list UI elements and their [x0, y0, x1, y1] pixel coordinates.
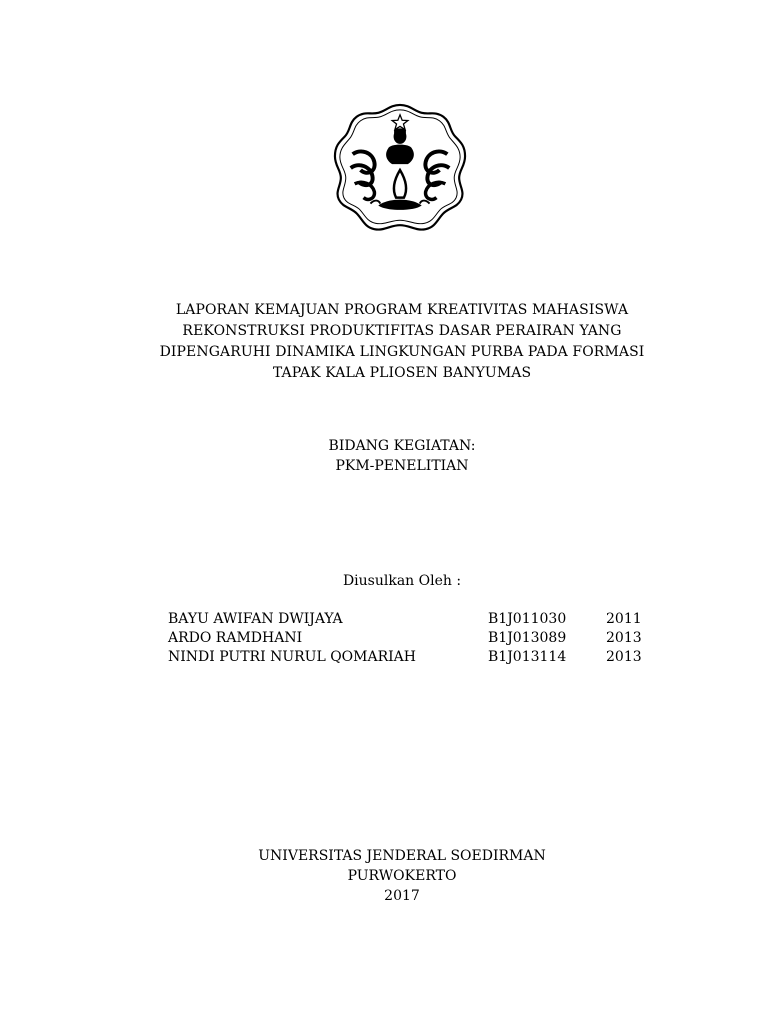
university-name: UNIVERSITAS JENDERAL SOEDIRMAN — [258, 848, 546, 864]
member-row — [168, 648, 648, 667]
activity-field — [100, 436, 704, 476]
title-line: DIPENGARUHI DINAMIKA LINGKUNGAN PURBA PADA FORMASI — [159, 344, 645, 360]
member-name: NINDI PUTRI NURUL QOMARIAH — [168, 649, 416, 665]
member-year: 2013 — [606, 649, 642, 665]
member-row — [168, 610, 648, 629]
title-line: REKONSTRUKSI PRODUKTIFITAS DASAR PERAIRAN YANG — [182, 323, 622, 339]
report-title — [100, 300, 704, 384]
title-line: LAPORAN KEMAJUAN PROGRAM KREATIVITAS MAHASISWA — [175, 302, 629, 318]
field-label: BIDANG KEGIATAN: — [328, 438, 476, 454]
member-nim: B1J013114 — [488, 649, 567, 665]
member-nim: B1J011030 — [488, 611, 567, 627]
member-name: BAYU AWIFAN DWIJAYA — [168, 611, 343, 627]
title-line: TAPAK KALA PLIOSEN BANYUMAS — [272, 365, 532, 381]
report-year: 2017 — [384, 888, 420, 904]
field-value: PKM-PENELITIAN — [335, 458, 469, 474]
member-year: 2013 — [606, 630, 642, 646]
university-logo-icon — [331, 100, 469, 240]
proposer-label: Diusulkan Oleh : — [342, 573, 462, 589]
proposer-heading — [100, 572, 704, 590]
member-year: 2011 — [606, 611, 642, 627]
city-name: PURWOKERTO — [347, 868, 457, 884]
member-list — [168, 610, 648, 667]
member-nim: B1J013089 — [488, 630, 567, 646]
member-row — [168, 629, 648, 648]
member-name: ARDO RAMDHANI — [168, 630, 303, 646]
institution-footer — [100, 846, 704, 906]
